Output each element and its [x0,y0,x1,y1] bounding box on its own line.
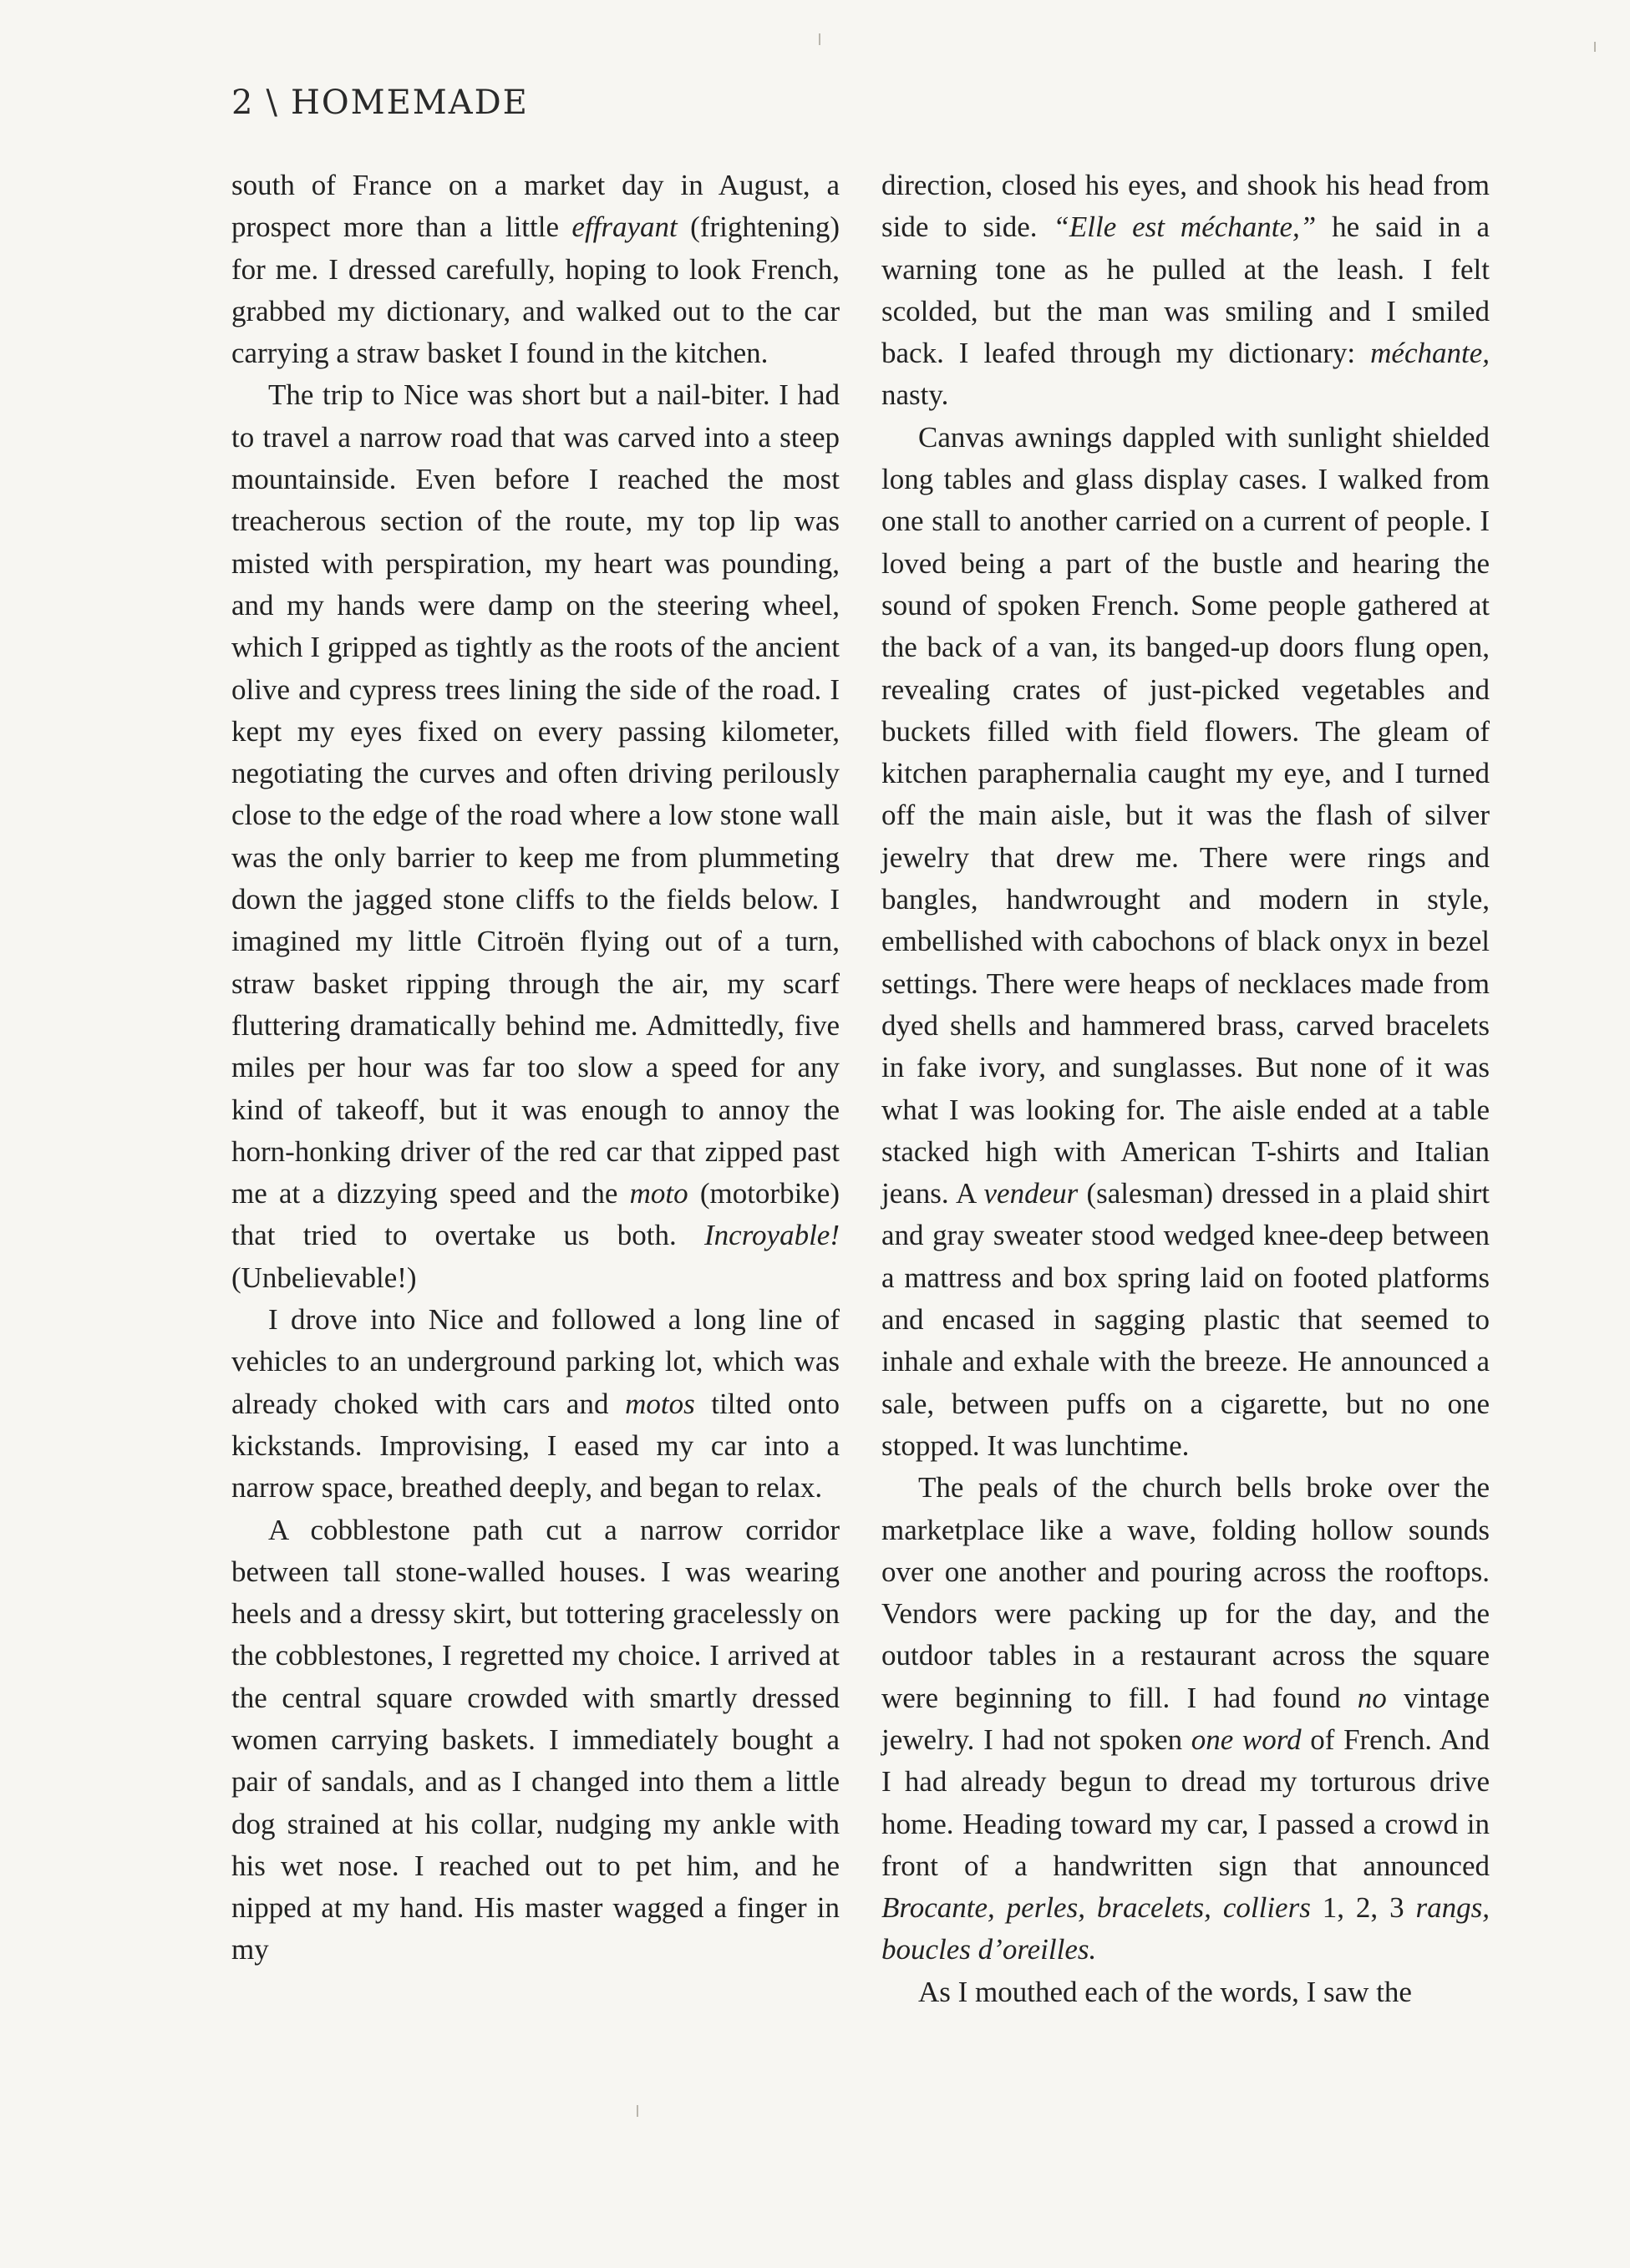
italic-term: effrayant [571,211,678,244]
paragraph: direction, closed his eyes, and shook his head from side to side. “Elle est méchante,” he said in a warning tone as he pulled at the leash. I felt scolded, but the man was smiling and I smiled back. I leafed through my dictionary: méchante, nasty. [881,169,1490,412]
paragraph: Canvas awnings dappled with sunlight shielded long tables and glass display cases. I walked from one stall to another carried on a current of people. I loved being a part of the bustle and hearing the sound of spoken French. Some people gathered at the back of a van, its banged-up doors flung open, revealing crates of just-picked vegetables and buckets filled with field flowers. The gleam of kitchen paraphernalia caught my eye, and I turned off the main aisle, but it was the flash of silver jewelry that drew me. There were rings and bangles, handwrought and modern in style, embellished with cabochons of black onyx in bezel settings. There were heaps of necklaces made from dyed shells and hammered brass, carved bracelets in fake ivory, and sunglasses. But none of it was what I was looking for. The aisle ended at a table stacked high with American T-shirts and Italian jeans. A vendeur (salesman) dressed in a plaid shirt and gray sweater stood wedged knee-deep between a mattress and box spring laid on footed platforms and encased in sagging plastic that seemed to inhale and exhale with the breeze. He announced a sale, between puffs on a cigarette, but no one stopped. It was lunchtime. [881,420,1490,1462]
paragraph: south of France on a market day in August, a prospect more than a little effrayant (frightening) for me. I dressed carefully, hoping to look French, grabbed my dictionary, and walked out to the car carrying a straw basket I found in the kitchen. [231,169,840,370]
right-column [881,165,1490,2013]
italic-term: Incroyable! [704,1219,840,1252]
italic-term: vendeur [983,1177,1079,1210]
paragraph: I drove into Nice and followed a long line of vehicles to an underground parking lot, which was already choked with cars and motos tilted onto kickstands. Improvising, I eased my car into a narrow space, breathed deeply, and began to relax. [231,1303,840,1504]
paragraph: The trip to Nice was short but a nail-biter. I had to travel a narrow road that was carved into a steep mountainside. Even before I reached the most treacherous section of the route, my top lip was misted with perspiration, my heart was pounding, and my hands were damp on the steering wheel, which I gripped as tightly as the roots of the ancient olive and cypress trees lining the side of the road. I kept my eyes fixed on every passing kilometer, negotiating the curves and often driving perilously close to the edge of the road where a low stone wall was the only barrier to keep me from plummeting down the jagged stone cliffs to the fields below. I imagined my little Citroën flying out of a turn, straw basket ripping through the air, my scarf fluttering dramatically behind me. Admittedly, five miles per hour was far too slow a speed for any kind of takeoff, but it was enough to annoy the horn-honking driver of the red car that zipped past me at a dizzying speed and the moto (motorbike) that tried to overtake us both. Incroyable! (Unbelievable!) [231,378,840,1294]
page-number: 2 [231,84,255,122]
scan-speck [637,2105,638,2117]
scan-speck [1594,42,1596,52]
scan-speck [819,33,820,45]
italic-term: méchante, [1370,337,1490,370]
running-title: HOMEMADE [290,84,529,122]
paragraph: A cobblestone path cut a narrow corridor between tall stone-walled houses. I was wearing heels and a dressy skirt, but tottering gracelessly on the cobblestones, I regretted my choice. I arrived at the central square crowded with smartly dressed women carrying baskets. I immediately bought a pair of sandals, and as I changed into them a little dog strained at his collar, nudging my ankle with his wet nose. I reached out to pet him, and he nipped at my hand. His master wagged a finger in my [231,1513,840,1966]
italic-term: Brocante, perles, bracelets, colliers [881,1891,1311,1925]
left-column [231,165,840,1971]
italic-term: motos [625,1387,695,1420]
italic-term: “Elle est méchante,” [1053,211,1317,244]
italic-term: rangs, boucles d’oreilles. [881,1891,1490,1966]
paragraph: As I mouthed each of the words, I saw the [918,1975,1412,2008]
paragraph: The peals of the church bells broke over the marketplace like a wave, folding hollow sounds over one another and pouring across the rooftops. Vendors were packing up for the day, and the outdoor tables in a restaurant across the square were beginning to fill. I had found no vintage jewelry. I had not spoken one word of French. And I had already begun to dread my torturous drive home. Heading toward my car, I passed a crowd in front of a handwritten sign that announced Brocante, perles, bracelets, colliers 1, 2, 3 rangs, boucles d’oreilles. [881,1471,1490,1966]
italic-term: no [1357,1681,1387,1714]
running-head [231,84,529,122]
italic-term: one word [1191,1723,1302,1756]
running-head-separator: \ [266,84,279,122]
italic-term: moto [629,1177,688,1210]
